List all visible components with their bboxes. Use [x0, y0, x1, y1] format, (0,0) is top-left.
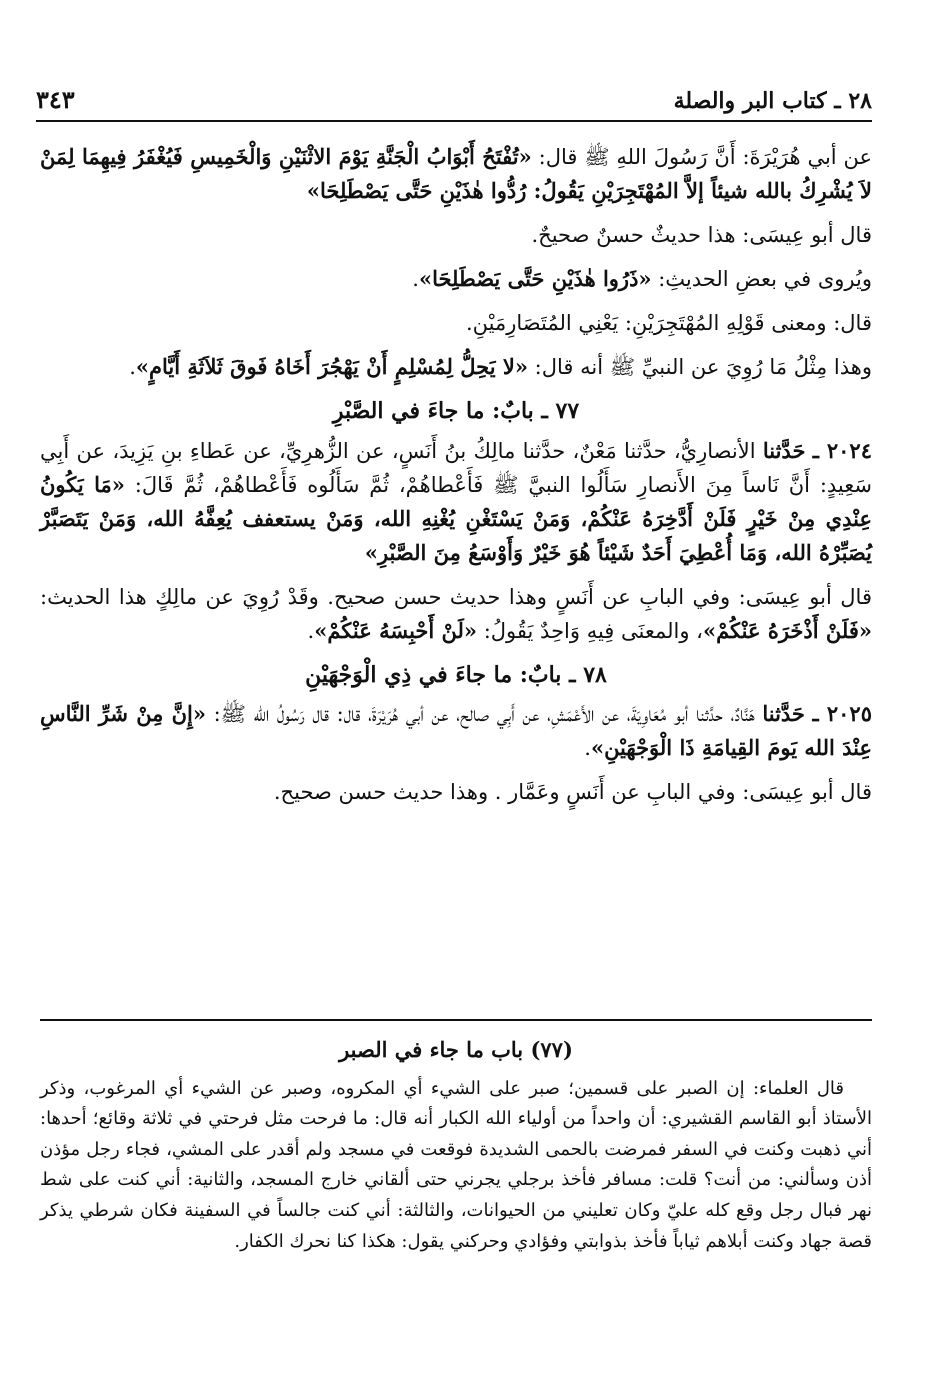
chapter-heading-77: ٧٧ ـ بابٌ: ما جاءَ في الصَّبْرِ: [332, 398, 580, 425]
variant-tail: .: [412, 267, 419, 292]
meaning-paragraph: قال: ومعنى قَوْلِهِ المُهْتَجِرَيْنِ: يَعْنِي المُتَصَارِمَيْنِ.: [465, 311, 872, 336]
similar-lead: وهذا مِثْلُ مَا رُوِيَ عن النبيِّ ﷺ أنه قال:: [527, 355, 872, 380]
variant-paragraph: [40, 262, 872, 296]
footnotes: [40, 1032, 872, 1257]
page-number: ٣٤٣: [36, 85, 75, 114]
similar-tail: .: [129, 355, 136, 380]
isnad-text: هَنَّادٌ، حدَّثنا أبو مُعَاوِيَةَ، عن الأَعْمَشِ، عن أَبِي صالح، عن أبي هُرَيْرَةَ، قال: قال رَسُولُ الله ﷺ:: [206, 702, 763, 727]
running-header: [36, 78, 872, 122]
hadith-2024: [40, 434, 872, 570]
paragraph-hadith-monday-thursday: [40, 140, 872, 208]
chapter-heading-78: ٧٨ ـ بابٌ: ما جاءَ في ذِي الْوَجْهَيْنِ: [305, 661, 607, 688]
variant-lead: ويُروى في بعضِ الحديثِ:: [651, 267, 872, 292]
hadith-text: «إِنَّ مِنْ شَرِّ النَّاسِ عِنْدَ الله يَومَ القِيامَةِ ذَا الْوَجْهَيْنِ»: [40, 701, 872, 761]
hadith-text: «مَا يَكُونُ عِنْدِي مِنْ خَيْرٍ فَلَنْ أَدَّخِرَهُ عَنْكُمْ، وَمَنْ يَسْتَغْنِ يُغْنِهِ الله، وَمَنْ يستعفف يُعِفَّهُ الله، وَمَنْ يَتَصَبَّرْ يُصَبِّرْهُ الله، وَمَا أُعْطِيَ أَحَدٌ شَيْئاً هُوَ خَيْرٌ وَأَوْسَعُ مِنَ الصَّبْرِ»: [40, 471, 872, 565]
isnad-text: الأنصارِيُّ، حدَّثنا مَعْنٌ، حدَّثنا مالِكُ بنُ أَنَسٍ، عن الزُّهرِيِّ، عن عَطاءِ بنِ يَزِيدَ، عن أَبِي سَعِيدٍ: أَنَّ نَاساً مِنَ الأَنصارِ سَأَلُوا النبيَّ ﷺ فَأَعْطاهُمْ، ثُمَّ سَأَلُوه فَأَعْطاهُمْ، ثُمَّ قَالَ:: [40, 438, 872, 497]
variant-quote: «ذَرُوا هٰذَيْنِ حَتَّى يَصْطَلِحَا»: [418, 266, 652, 292]
footnote-divider: [40, 1019, 872, 1021]
hadith-2025: [40, 697, 872, 765]
commentary-2025: قال أبو عِيسَى: وفي البابِ عن أَنَسٍ وعَمَّار . وهذا حديث حسن صحيح.: [273, 780, 872, 805]
chapter-title: ٢٨ ـ كتاب البر والصلة: [673, 88, 872, 114]
main-text: [40, 140, 872, 819]
grading-paragraph: قال أبو عِيسَى: هذا حديثٌ حسنٌ صحيحٌ.: [531, 223, 872, 248]
hadith-number: ٢٠٢٥ ـ: [812, 701, 872, 727]
narration-lead: عن أبي هُرَيْرَةَ: أَنَّ رَسُولَ اللهِ ﷺ قال:: [531, 145, 872, 169]
hadith-text: «تُفْتَحُ أَبْوَابُ الْجَنَّةِ يَوْمَ الاثْنَيْنِ وَالْخَمِيسِ فَيُغْفَرُ فِيهِمَا لِمَنْ لاَ يُشْرِكُ بالله شيئاً إلاَّ المُهْتَجِرَيْنِ يَقُولُ: رُدُّوا هٰذَيْنِ حَتَّى يَصْطَلِحَا»: [40, 144, 872, 204]
commentary-tail: .: [307, 618, 315, 643]
commentary-quote-1: «فَلَنْ أَذْخَرَهُ عَنْكُمْ»: [702, 617, 872, 643]
similar-hadith: «لا يَحِلُّ لِمُسْلِمٍ أَنْ يَهْجُرَ أَخَاهُ فَوقَ ثَلاَثَةِ أَيَّامٍ»: [135, 354, 528, 380]
footnote-text: قال العلماء: إن الصبر على قسمين؛ صبر على الشيء أي المكروه، وصبر عن الشيء أي المرغوب، وذكر الأستاذ أبو القاسم القشيري: أن واحداً من أولياء الله الكبار أنه قال: ما فرحت مثل فرحتي في ثلاثة وقائع؛ أحدها: أني ذهبت وكنت في السفر فمرضت بالحمى الشديدة فوقعت في مسجد ولم أقدر على المشي، فجاء رجل مؤذن أذن وسألني: من أنت؟ قلت: مسافر فأخذ برجلي يجرني حتى ألقاني خارج المسجد، والثانية: أني كنت على شط نهر فبال رجل وقع كله عليّ وكان تعليني من الحيوانات، والثالثة: أني كنت جالساً في السفينة فكان شرطي يذكر قصة جهاد وكنت أبلاهم ثياباً فأخذ بذوابتي وفؤادي وحركني يقول: هكذا كنا نحرك الكفار.: [40, 1077, 872, 1252]
commentary-lead: قال أبو عِيسَى: وفي البابِ عن أَنَسٍ وهذا حديث حسن صحيح. وقَدْ رُوِيَ عن مالِكٍ هذا الحديث:: [40, 584, 872, 609]
hadith-tail: .: [584, 736, 591, 761]
commentary-mid: ، والمعنَى فِيهِ وَاحِدٌ يَقُولُ:: [477, 618, 703, 643]
footnote-heading: (٧٧) باب ما جاء في الصبر: [339, 1037, 573, 1062]
hadith-number: ٢٠٢٤ ـ: [812, 437, 872, 463]
commentary-quote-2: «لَنْ أَحْبِسَهُ عَنْكُمْ»: [314, 617, 478, 643]
haddathana-word: حَدَّثنا: [762, 701, 805, 727]
commentary-2024: [40, 580, 872, 648]
haddathana-word: حَدَّثنا: [762, 437, 806, 463]
similar-hadith-paragraph: [40, 350, 872, 384]
